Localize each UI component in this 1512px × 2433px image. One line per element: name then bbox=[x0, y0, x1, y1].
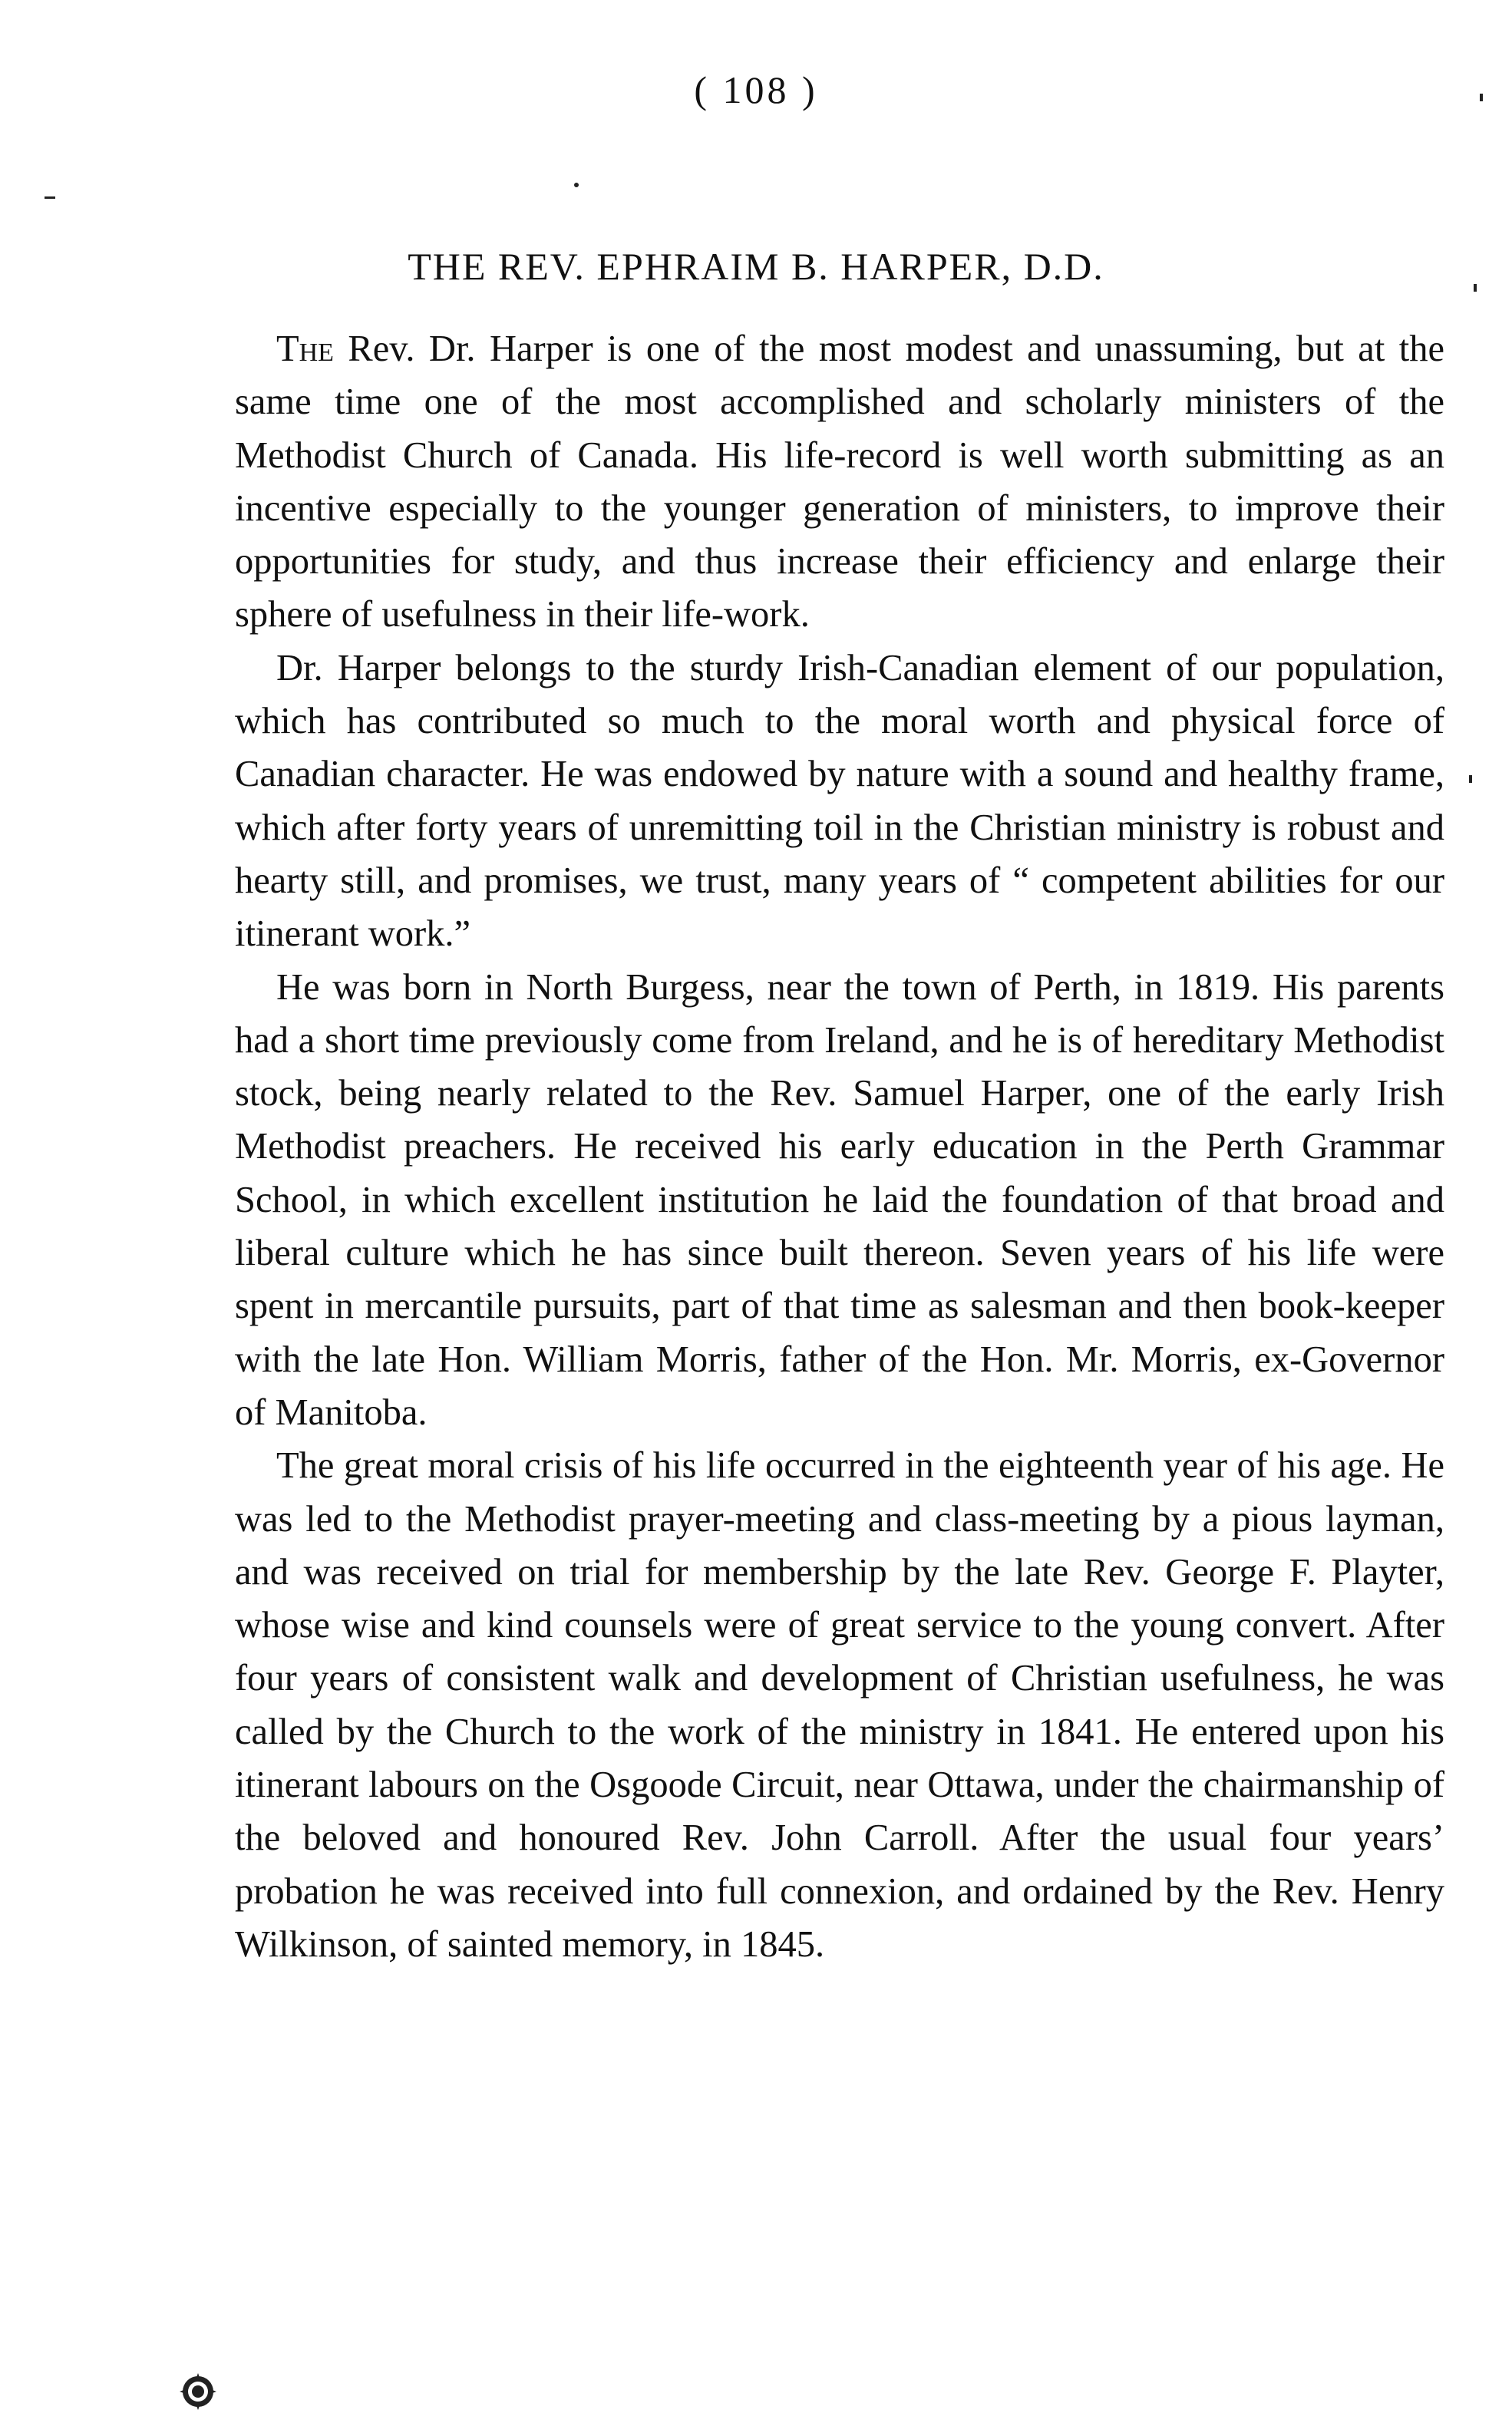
article-body bbox=[235, 322, 1444, 1971]
printer-ornament-icon bbox=[178, 2372, 218, 2415]
scan-speck bbox=[1480, 94, 1483, 101]
paragraph-lead-word: The bbox=[276, 328, 334, 369]
paragraph-2 bbox=[235, 642, 1444, 961]
paragraph-1 bbox=[235, 322, 1444, 642]
paragraph-3 bbox=[235, 961, 1444, 1440]
scan-speck bbox=[574, 183, 579, 187]
scan-speck bbox=[1469, 775, 1472, 783]
article-title: THE REV. EPHRAIM B. HARPER, D.D. bbox=[408, 245, 1104, 288]
scan-speck bbox=[45, 196, 55, 199]
paragraph-text: The great moral crisis of his life occurred in the eighteenth year of his age. He was led to the Methodist prayer-meeting and class-meeting by a pious layman, and was received on trial for membership by the late Rev. George F. Playter, whose wise and kind counsels were of great service to the young convert. After four years of consistent walk and development of Christian usefulness, he was called by the Church to the work of the ministry in 1841. He entered upon his itinerant labours on the Osgoode Circuit, near Ottawa, under the chairmanship of the beloved and honoured Rev. John Carroll. After the usual four years’ probation he was received into full connexion, and ordained by the Rev. Henry Wilkinson, of sainted memory, in 1845. bbox=[235, 1445, 1444, 1965]
paragraph-text: Rev. Dr. Harper is one of the most modest and unassuming, but at the same time one of the most accomplished and scholarly ministers of the Methodist Church of Canada. His life-record is well worth submitting as an incentive especially to the younger generation of ministers, to improve their opportunities for study, and thus increase their efficiency and enlarge their sphere of usefulness in their life-work. bbox=[235, 328, 1444, 635]
paragraph-4 bbox=[235, 1439, 1444, 1971]
page-number: ( 108 ) bbox=[694, 68, 818, 111]
paragraph-text: He was born in North Burgess, near the town of Perth, in 1819. His parents had a short time previously come from Ireland, and he is of hereditary Methodist stock, being nearly related to the Rev. Samuel Harper, one of the early Irish Methodist preachers. He received his early education in the Perth Grammar School, in which excellent institution he laid the foundation of that broad and liberal culture which he has since built thereon. Seven years of his life were spent in mercantile pursuits, part of that time as salesman and then book-keeper with the late Hon. William Morris, father of the Hon. Mr. Morris, ex-Governor of Manitoba. bbox=[235, 966, 1444, 1433]
paragraph-text: Dr. Harper belongs to the sturdy Irish-Canadian element of our population, which has contributed so much to the moral worth and physical force of Canadian character. He was endowed by nature with a sound and healthy frame, which after forty years of unremitting toil in the Christian ministry is robust and hearty still, and promises, we trust, many years of “ competent abilities for our itinerant work.” bbox=[235, 647, 1444, 955]
